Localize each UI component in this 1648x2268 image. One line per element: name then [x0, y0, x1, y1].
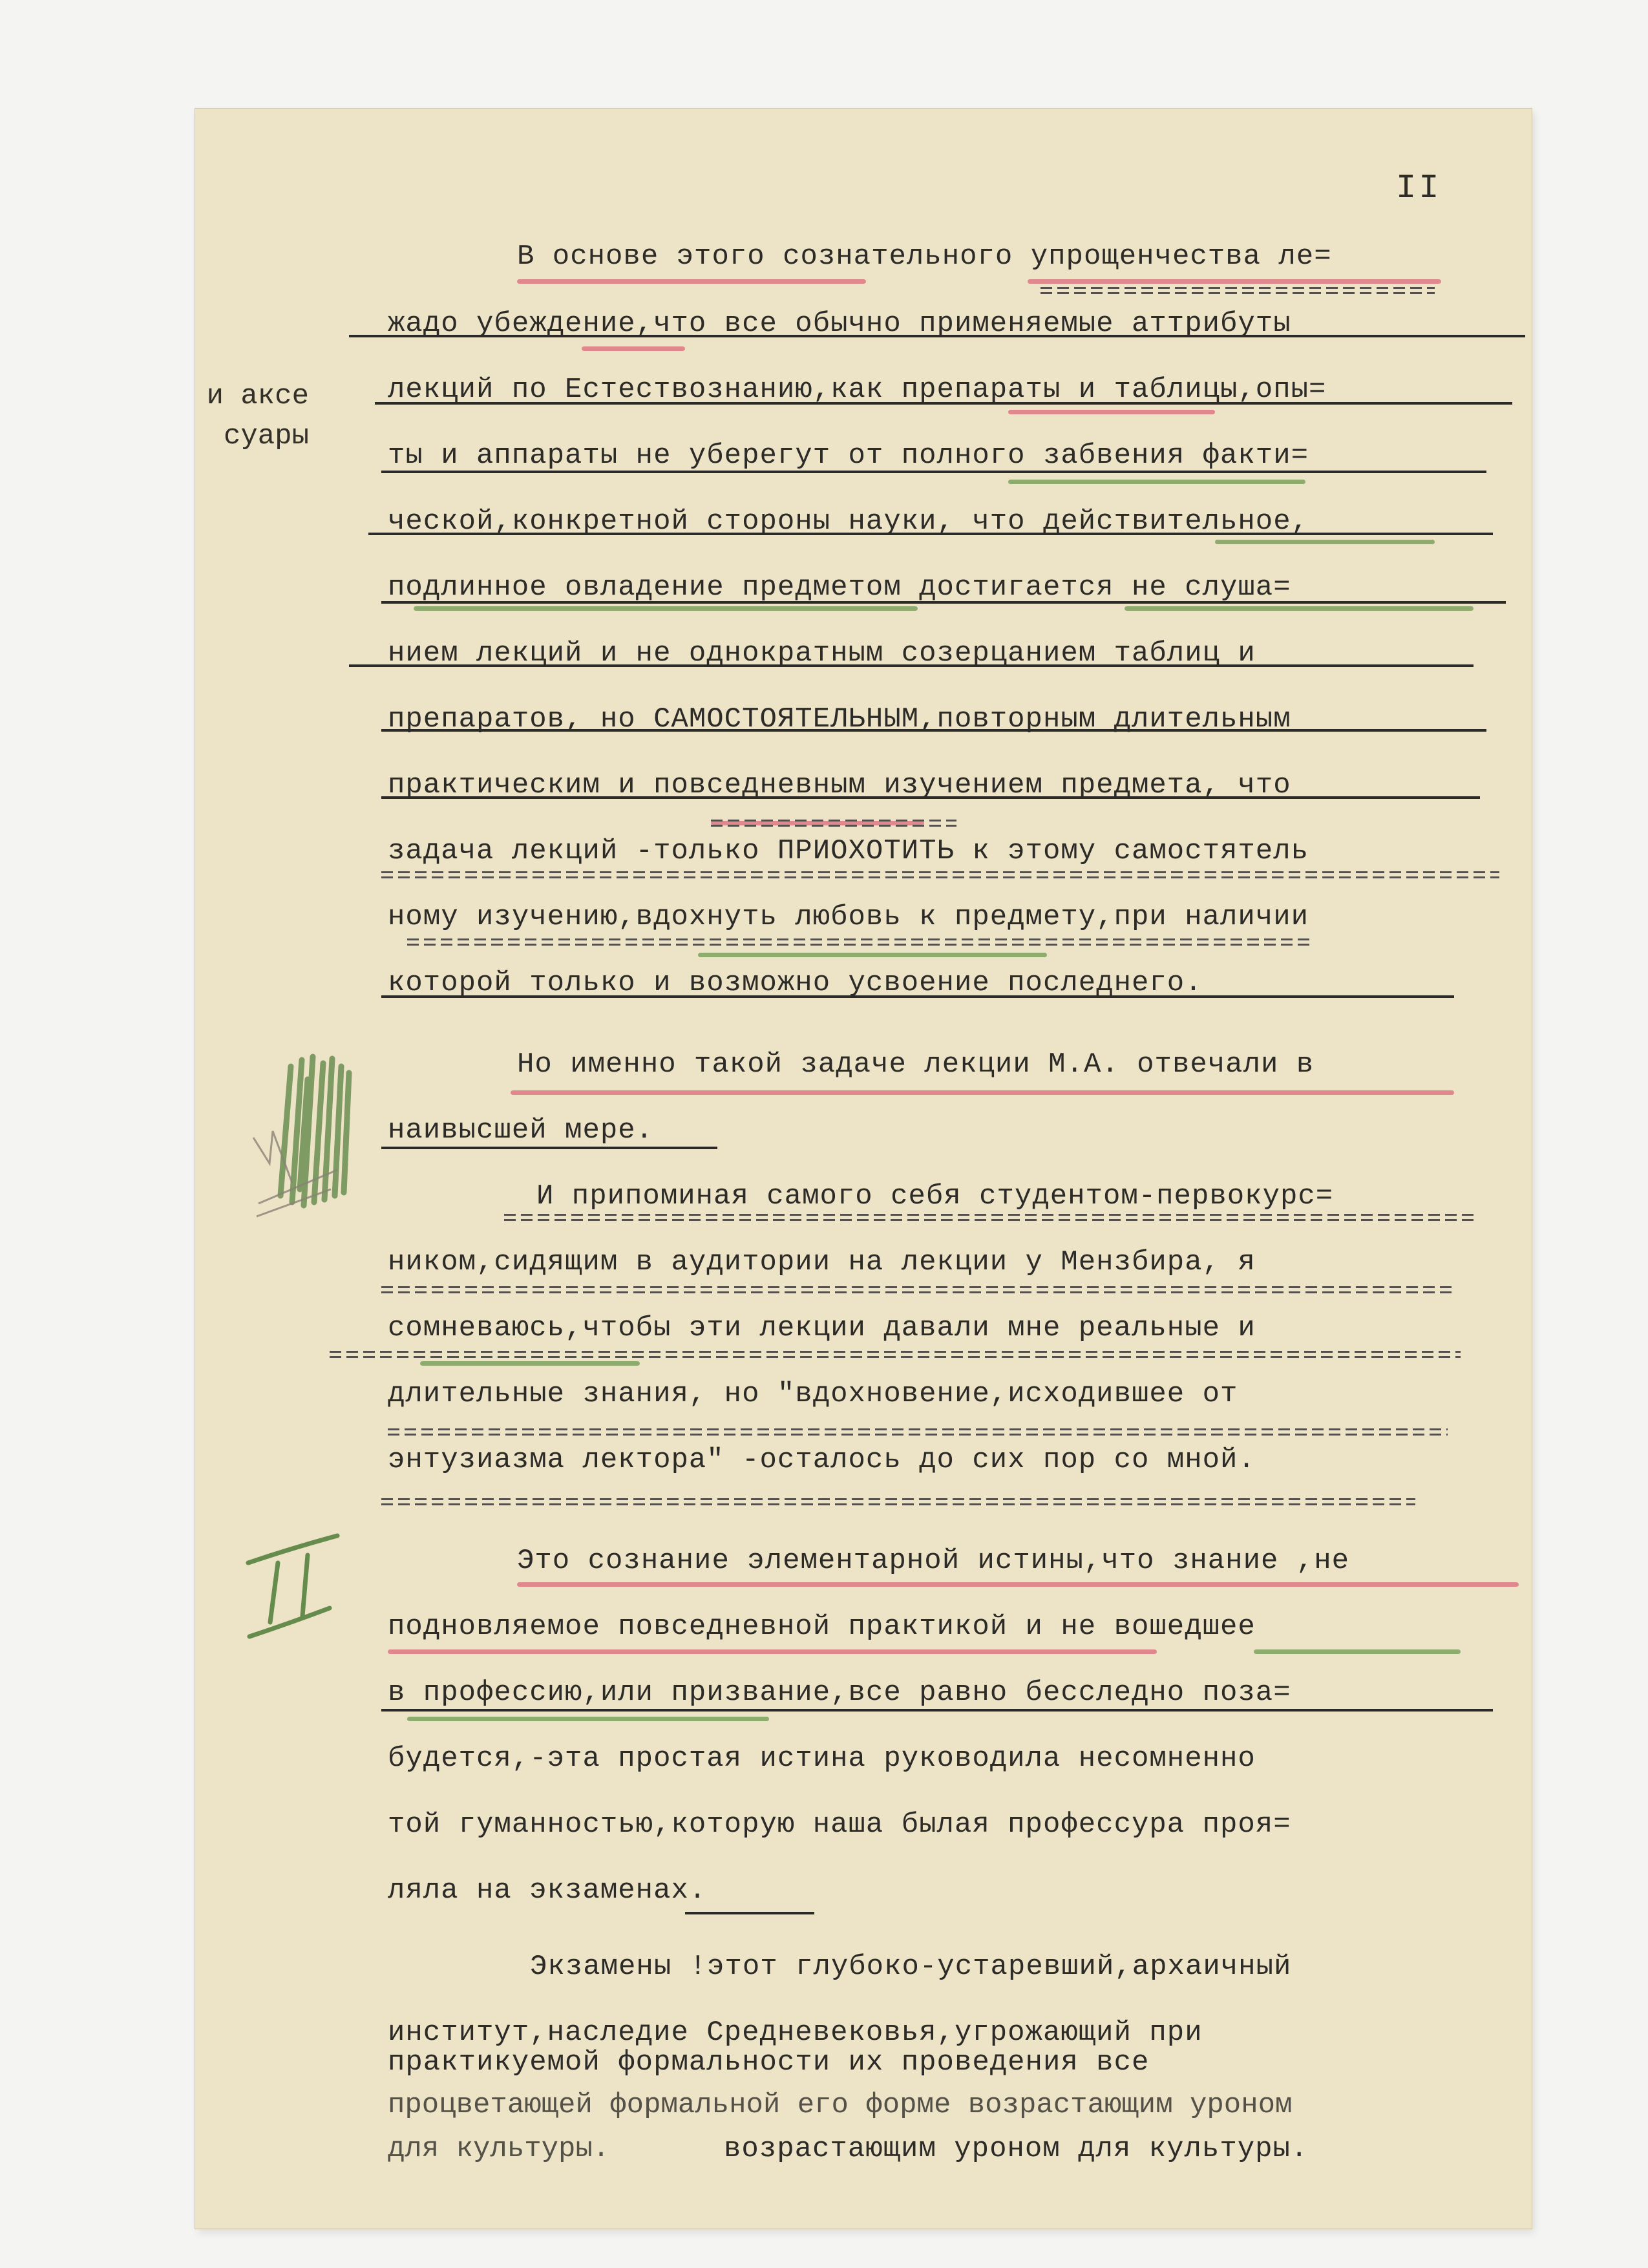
text-line: которой только и возможно усвоение последнего. [388, 967, 1203, 999]
roman-two-mark [240, 1532, 350, 1655]
text-line: энтузиазма лектора" -осталось до сих пор со мной. [388, 1444, 1256, 1476]
text-line: ному изучению,вдохнуть любовь к предмету,при наличии [388, 901, 1309, 933]
text-line: сомневаюсь,чтобы эти лекции давали мне реальные и [388, 1312, 1256, 1344]
text-line: ником,сидящим в аудитории на лекции у Мензбира, я [388, 1246, 1256, 1278]
text-line: возрастающим уроном для культуры. [724, 2133, 1309, 2165]
text-line: Экзамены !этот глубоко-устаревший,архаичный [530, 1951, 1292, 1983]
text-line: практическим и повседневным изучением предмета, что [388, 769, 1291, 801]
text-line: длительные знания, но "вдохновение,исходившее от [388, 1378, 1238, 1410]
margin-note: и аксе суары [206, 380, 309, 452]
text-line: И припоминая самого себя студентом-первокурс= [536, 1180, 1334, 1213]
text-line: подлинное овладение предметом достигается не слуша= [388, 571, 1291, 604]
text-line: в профессию,или призвание,все равно бесследно поза= [388, 1677, 1291, 1709]
text-line: практикуемой формальности их проведения все [388, 2046, 1150, 2079]
text-line: ческой,конкретной стороны науки, что действительное, [388, 505, 1309, 538]
text-line: наивысшей мере. [388, 1114, 654, 1147]
text-line: институт,наследие Средневековья,угрожающий при [388, 2017, 1203, 2049]
text-line: подновляемое повседневной практикой и не вошедшее [388, 1611, 1256, 1643]
text-line: задача лекций -только ПРИОХОТИТЬ к этому самостятель [388, 835, 1309, 867]
text-line: ляла на экзаменах. [388, 1874, 707, 1907]
text-line: препаратов, но САМОСТОЯТЕЛЬНЫМ,повторным длительным [388, 703, 1291, 736]
text-line: лекций по Естествознанию,как препараты и таблицы,опы= [388, 374, 1327, 406]
overtyped-line: процветающей формальной его форме возрастающим уроном [388, 2089, 1293, 2121]
text-line: Это сознание элементарной истины,что знание ,не [517, 1545, 1350, 1577]
text-line: нием лекций и не однократным созерцанием таблиц и [388, 637, 1256, 670]
text-line: той гуманностью,которую наша былая профессура проя= [388, 1808, 1291, 1841]
overtyped-line: для культуры. [388, 2133, 610, 2165]
text-line: жадо убеждение,что все обычно применяемые аттрибуты [388, 308, 1291, 340]
paper-sheet [195, 109, 1532, 2229]
page-number: II [1396, 169, 1442, 207]
text-line: ты и аппараты не уберегут от полного забвения факти= [388, 440, 1309, 472]
text-line: Но именно такой задаче лекции М.А. отвечали в [517, 1048, 1315, 1081]
text-line: В основе этого сознательного упрощенчества ле= [517, 240, 1332, 273]
margin-hatch-mark [240, 1041, 370, 1228]
text-line: будется,-эта простая истина руководила несомненно [388, 1743, 1256, 1775]
